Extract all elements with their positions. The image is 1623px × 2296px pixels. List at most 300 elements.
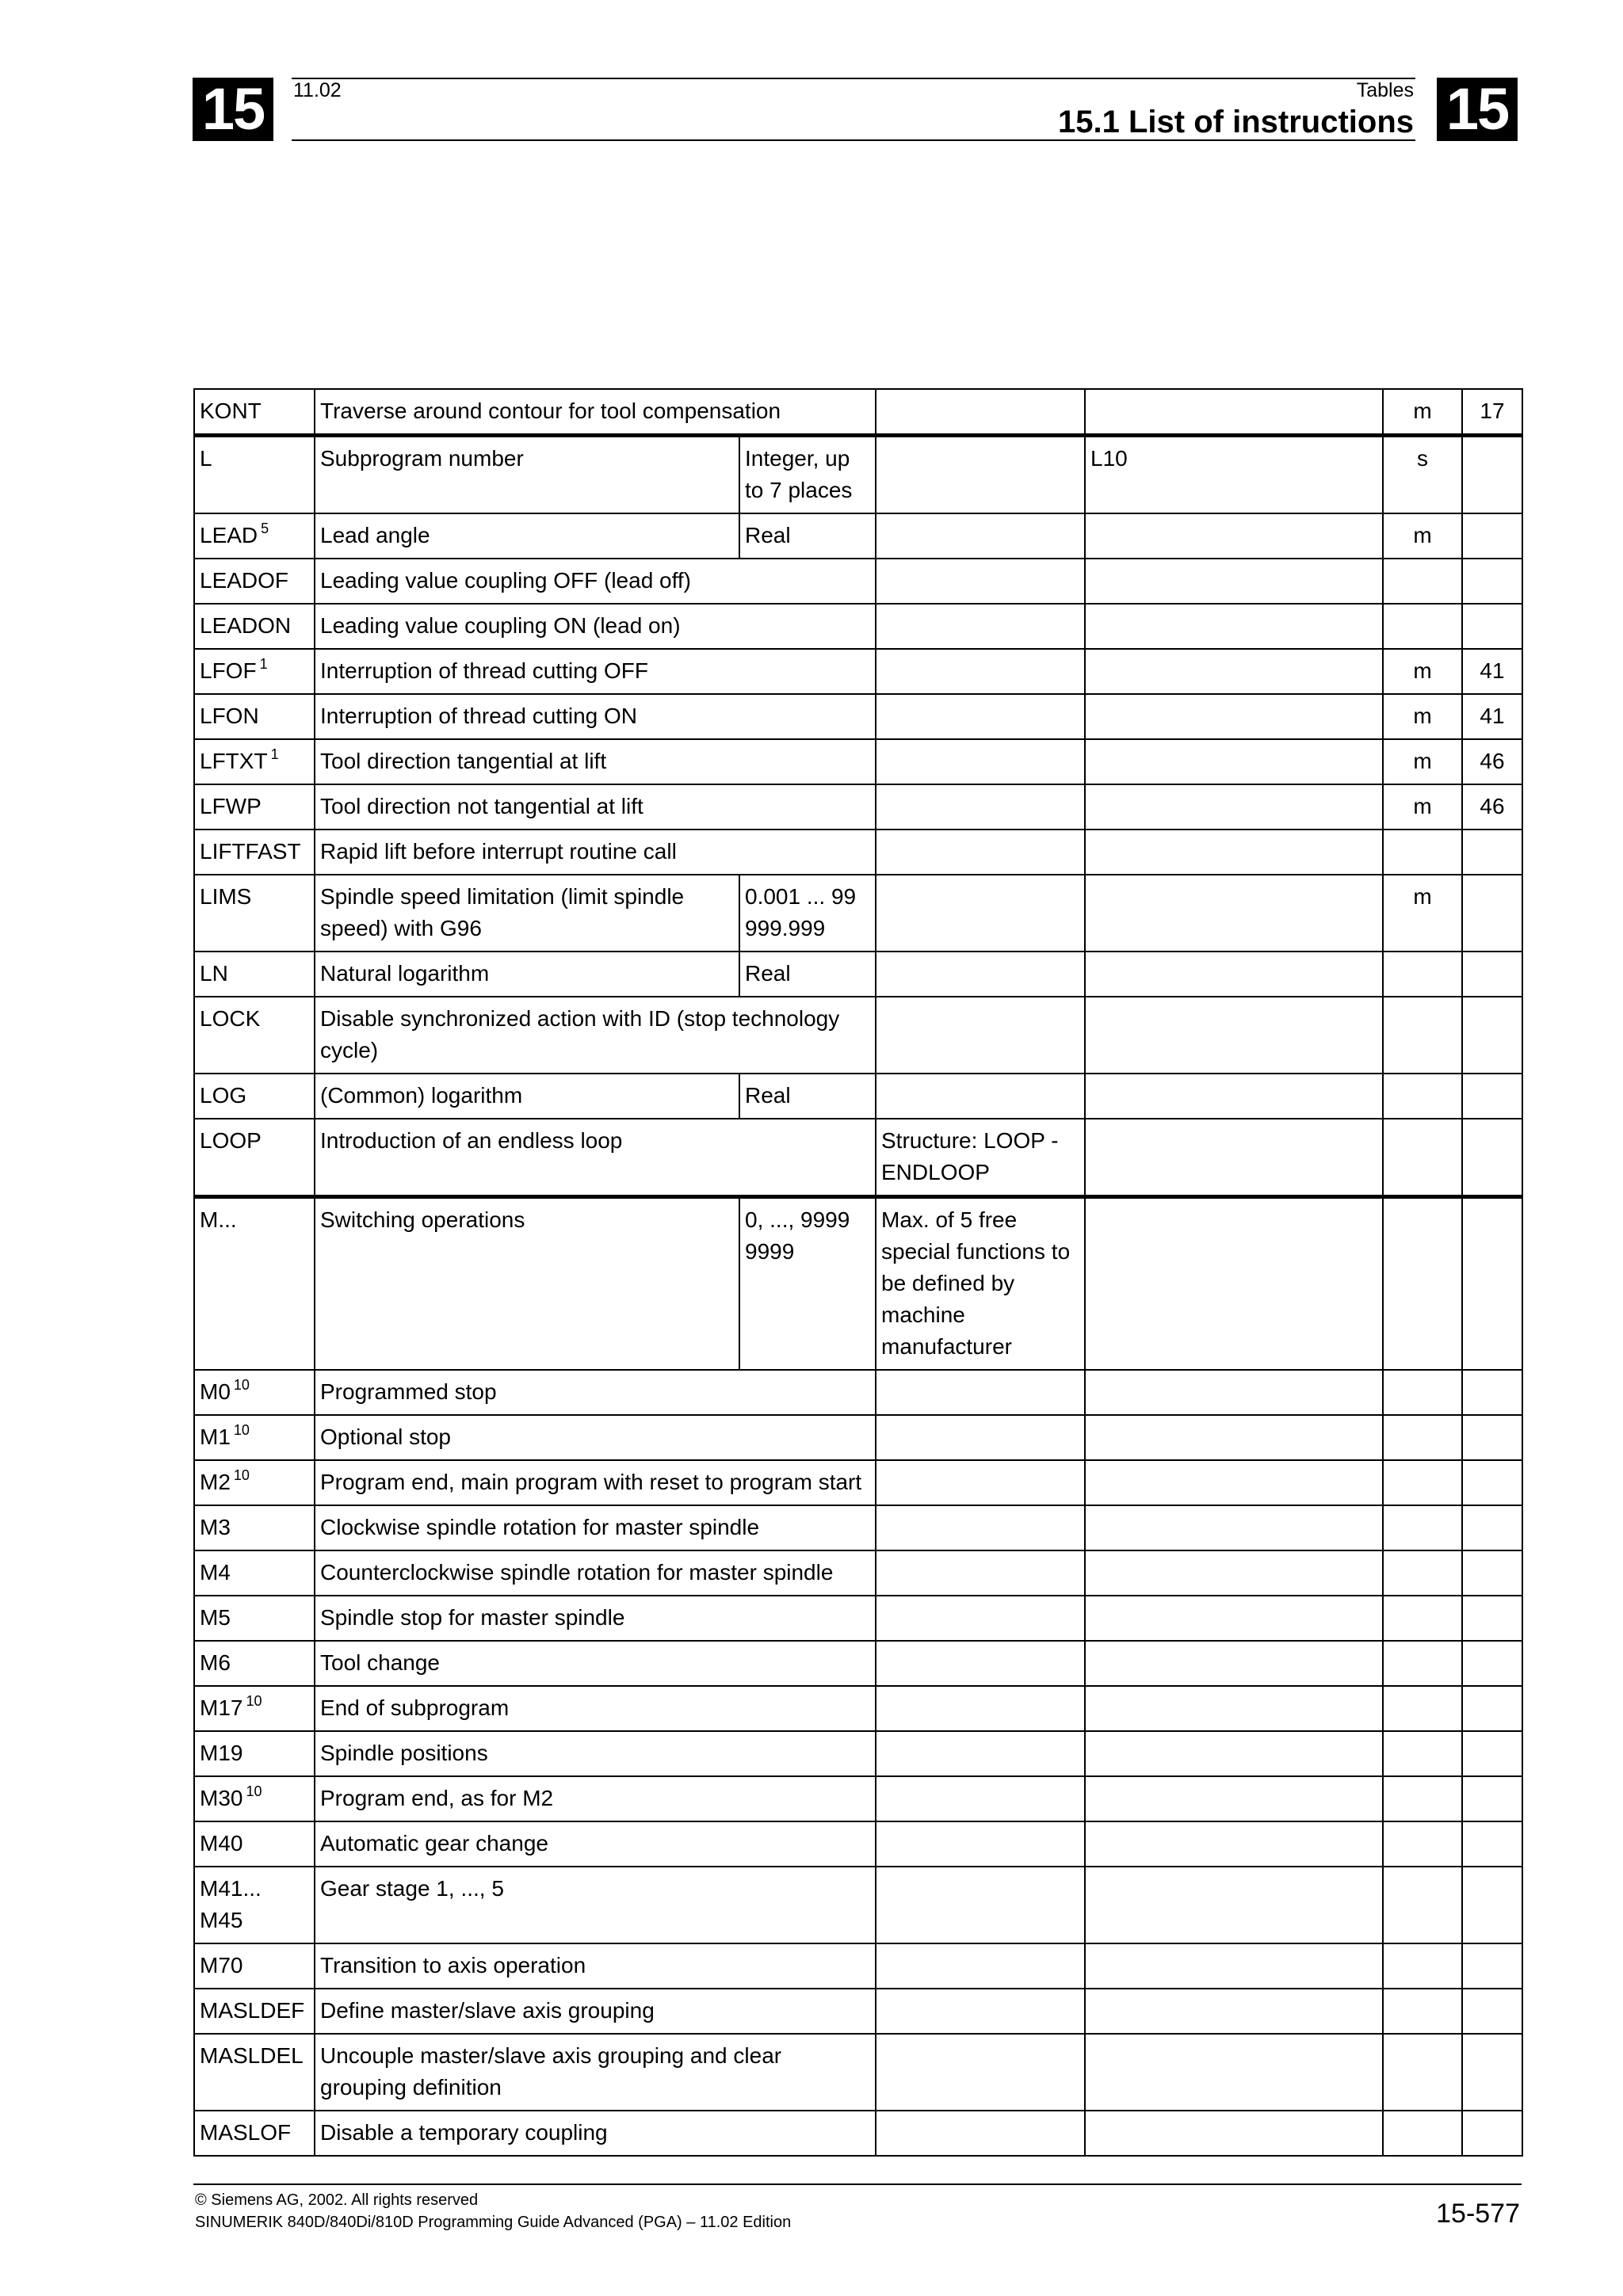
modality-cell xyxy=(1383,649,1462,694)
table-row xyxy=(194,875,1522,952)
remark-cell xyxy=(876,1197,1085,1371)
value-range-cell-text: 0, ..., 9999 9999 xyxy=(745,1207,850,1264)
modality-cell xyxy=(1383,830,1462,875)
instruction-name-cell-text: LOCK xyxy=(200,1006,261,1031)
modality-cell xyxy=(1383,1821,1462,1867)
remark-cell xyxy=(876,784,1085,830)
table-row xyxy=(194,389,1522,436)
description-cell xyxy=(315,2111,876,2156)
description-cell-text: Uncouple master/slave axis grouping and clear grouping definition xyxy=(320,2043,782,2100)
footnote-marker: 1 xyxy=(270,746,279,762)
description-cell-text: Tool change xyxy=(320,1650,441,1675)
modality-cell xyxy=(1383,784,1462,830)
remark-cell xyxy=(876,1119,1085,1197)
instruction-name-cell xyxy=(194,1821,315,1867)
description-cell-text: Programmed stop xyxy=(320,1379,497,1404)
value-range-cell xyxy=(739,1074,876,1119)
instruction-name-cell-text: LOG xyxy=(200,1083,247,1108)
table-row xyxy=(194,436,1522,514)
modality-cell xyxy=(1383,1550,1462,1596)
example-cell xyxy=(1085,1505,1383,1550)
instruction-name-cell xyxy=(194,604,315,649)
instruction-name-cell xyxy=(194,1370,315,1415)
example-cell xyxy=(1085,875,1383,952)
modality-cell xyxy=(1383,997,1462,1074)
instruction-name-cell xyxy=(194,1989,315,2034)
value-range-cell xyxy=(739,513,876,559)
group-cell xyxy=(1462,1505,1522,1550)
example-cell xyxy=(1085,1074,1383,1119)
instruction-name-cell xyxy=(194,694,315,739)
instruction-name-cell-text: M70 xyxy=(200,1953,243,1978)
remark-cell xyxy=(876,1460,1085,1505)
example-cell xyxy=(1085,1731,1383,1776)
group-cell xyxy=(1462,513,1522,559)
instruction-name-cell xyxy=(194,1074,315,1119)
remark-cell xyxy=(876,513,1085,559)
remark-cell-text: Max. of 5 free special functions to be defined by machine manufacturer xyxy=(881,1207,1071,1359)
table-row xyxy=(194,1867,1522,1943)
remark-cell xyxy=(876,952,1085,997)
modality-cell xyxy=(1383,1370,1462,1415)
example-cell xyxy=(1085,559,1383,604)
value-range-cell xyxy=(739,952,876,997)
remark-cell xyxy=(876,1505,1085,1550)
instruction-name-cell-text: LFTXT xyxy=(200,749,268,773)
table-row xyxy=(194,830,1522,875)
remark-cell xyxy=(876,2111,1085,2156)
description-cell xyxy=(315,1550,876,1596)
remark-cell xyxy=(876,1596,1085,1641)
page-number: 15-577 xyxy=(1436,2199,1520,2229)
description-cell xyxy=(315,1989,876,2034)
remark-cell xyxy=(876,1867,1085,1943)
description-cell-text: Disable a temporary coupling xyxy=(320,2120,608,2145)
example-cell xyxy=(1085,694,1383,739)
example-cell xyxy=(1085,1776,1383,1821)
description-cell xyxy=(315,559,876,604)
instruction-name-cell-text: LEADON xyxy=(200,613,292,638)
instruction-name-cell xyxy=(194,1641,315,1686)
chapter-number-badge-right: 15 xyxy=(1437,78,1518,141)
example-cell xyxy=(1085,2034,1383,2111)
instruction-name-cell-text: MASLDEF xyxy=(200,1998,305,2023)
modality-cell xyxy=(1383,1074,1462,1119)
description-cell-text: Program end, main program with reset to program start xyxy=(320,1470,862,1494)
modality-cell-text: m xyxy=(1413,704,1432,728)
description-cell xyxy=(315,649,876,694)
table-row xyxy=(194,649,1522,694)
description-cell xyxy=(315,739,876,784)
instruction-name-cell-text: KONT xyxy=(200,399,262,423)
modality-cell-text: m xyxy=(1413,884,1432,909)
group-cell xyxy=(1462,436,1522,514)
group-cell xyxy=(1462,1686,1522,1731)
modality-cell xyxy=(1383,1943,1462,1989)
description-cell-text: Spindle stop for master spindle xyxy=(320,1605,625,1630)
header-chapter-title: Tables xyxy=(1356,79,1414,101)
modality-cell xyxy=(1383,2034,1462,2111)
group-cell xyxy=(1462,1776,1522,1821)
instruction-name-cell-text: L xyxy=(200,446,212,471)
table-row xyxy=(194,1074,1522,1119)
instruction-name-cell-text: LEADOF xyxy=(200,568,289,593)
instruction-name-cell xyxy=(194,1197,315,1371)
instruction-name-cell xyxy=(194,1867,315,1943)
footnote-marker: 10 xyxy=(233,1377,250,1393)
value-range-cell xyxy=(739,436,876,514)
description-cell-text: Introduction of an endless loop xyxy=(320,1128,623,1153)
remark-cell xyxy=(876,1550,1085,1596)
modality-cell xyxy=(1383,1505,1462,1550)
instruction-name-cell-text: LFOF xyxy=(200,658,257,683)
instruction-name-cell xyxy=(194,1415,315,1460)
value-range-cell-text: 0.001 ... 99 999.999 xyxy=(745,884,857,940)
example-cell xyxy=(1085,1550,1383,1596)
description-cell-text: Transition to axis operation xyxy=(320,1953,586,1978)
description-cell xyxy=(315,513,739,559)
description-cell-text: Spindle positions xyxy=(320,1741,488,1765)
table-row xyxy=(194,1943,1522,1989)
description-cell xyxy=(315,952,739,997)
instruction-name-cell-text: MASLDEL xyxy=(200,2043,304,2068)
modality-cell xyxy=(1383,1731,1462,1776)
description-cell xyxy=(315,1641,876,1686)
remark-cell xyxy=(876,997,1085,1074)
table-row xyxy=(194,2034,1522,2111)
instruction-name-cell xyxy=(194,436,315,514)
table-row xyxy=(194,1731,1522,1776)
modality-cell-text: m xyxy=(1413,749,1432,773)
instruction-name-cell xyxy=(194,997,315,1074)
header-section-title: 15.1 List of instructions xyxy=(1058,105,1414,139)
instruction-name-cell-text: LIFTFAST xyxy=(200,839,301,864)
remark-cell xyxy=(876,649,1085,694)
description-cell-text: Leading value coupling OFF (lead off) xyxy=(320,568,691,593)
group-cell xyxy=(1462,1867,1522,1943)
example-cell xyxy=(1085,952,1383,997)
group-cell xyxy=(1462,952,1522,997)
modality-cell xyxy=(1383,1776,1462,1821)
footnote-marker: 10 xyxy=(246,1783,262,1799)
instruction-name-cell xyxy=(194,389,315,436)
example-cell xyxy=(1085,1370,1383,1415)
modality-cell xyxy=(1383,513,1462,559)
instruction-name-cell-text: M0 xyxy=(200,1379,231,1404)
group-cell xyxy=(1462,1989,1522,2034)
description-cell-text: Lead angle xyxy=(320,523,430,547)
footnote-marker: 10 xyxy=(246,1693,262,1709)
table-row xyxy=(194,739,1522,784)
instruction-name-cell-text: M17 xyxy=(200,1695,243,1720)
group-cell xyxy=(1462,389,1522,436)
instruction-name-cell xyxy=(194,1119,315,1197)
instruction-name-cell xyxy=(194,1596,315,1641)
description-cell xyxy=(315,1731,876,1776)
modality-cell xyxy=(1383,1415,1462,1460)
instruction-name-cell-text: LOOP xyxy=(200,1128,262,1153)
example-cell xyxy=(1085,1943,1383,1989)
group-cell xyxy=(1462,830,1522,875)
remark-cell xyxy=(876,1641,1085,1686)
instruction-name-cell-text: LIMS xyxy=(200,884,252,909)
description-cell xyxy=(315,784,876,830)
instruction-name-cell xyxy=(194,2111,315,2156)
example-cell xyxy=(1085,739,1383,784)
group-cell-text: 41 xyxy=(1480,658,1505,683)
example-cell-text: L10 xyxy=(1090,446,1128,471)
modality-cell xyxy=(1383,952,1462,997)
modality-cell xyxy=(1383,694,1462,739)
remark-cell xyxy=(876,2034,1085,2111)
example-cell xyxy=(1085,1596,1383,1641)
group-cell-text: 46 xyxy=(1480,794,1505,818)
table-row xyxy=(194,694,1522,739)
chapter-number-badge-left: 15 xyxy=(193,78,273,141)
group-cell xyxy=(1462,1821,1522,1867)
description-cell-text: Tool direction tangential at lift xyxy=(320,749,607,773)
instruction-name-cell xyxy=(194,1460,315,1505)
description-cell xyxy=(315,389,876,436)
modality-cell-text: m xyxy=(1413,794,1432,818)
instruction-name-cell xyxy=(194,513,315,559)
example-cell xyxy=(1085,1460,1383,1505)
example-cell xyxy=(1085,830,1383,875)
instruction-name-cell-text: LN xyxy=(200,961,228,986)
modality-cell xyxy=(1383,436,1462,514)
example-cell xyxy=(1085,1686,1383,1731)
group-cell xyxy=(1462,1460,1522,1505)
group-cell xyxy=(1462,1550,1522,1596)
instruction-name-cell xyxy=(194,1550,315,1596)
example-cell xyxy=(1085,649,1383,694)
remark-cell xyxy=(876,830,1085,875)
description-cell xyxy=(315,604,876,649)
example-cell xyxy=(1085,1641,1383,1686)
instruction-name-cell-text: M1 xyxy=(200,1425,231,1449)
description-cell xyxy=(315,2034,876,2111)
remark-cell xyxy=(876,604,1085,649)
description-cell xyxy=(315,436,739,514)
modality-cell xyxy=(1383,559,1462,604)
instruction-name-cell xyxy=(194,1731,315,1776)
modality-cell-text: s xyxy=(1417,446,1428,471)
group-cell-text: 17 xyxy=(1480,399,1505,423)
remark-cell xyxy=(876,1074,1085,1119)
footnote-marker: 5 xyxy=(261,521,269,536)
table-row xyxy=(194,784,1522,830)
instruction-name-cell xyxy=(194,1776,315,1821)
remark-cell xyxy=(876,1415,1085,1460)
description-cell xyxy=(315,1867,876,1943)
example-cell xyxy=(1085,1867,1383,1943)
description-cell-text: Traverse around contour for tool compensation xyxy=(320,399,781,423)
table-row xyxy=(194,1821,1522,1867)
group-cell xyxy=(1462,694,1522,739)
remark-cell xyxy=(876,559,1085,604)
instruction-name-cell xyxy=(194,1686,315,1731)
instruction-name-cell xyxy=(194,875,315,952)
remark-cell xyxy=(876,875,1085,952)
example-cell xyxy=(1085,784,1383,830)
description-cell xyxy=(315,1821,876,1867)
value-range-cell xyxy=(739,875,876,952)
modality-cell xyxy=(1383,1989,1462,2034)
description-cell xyxy=(315,1686,876,1731)
remark-cell xyxy=(876,1776,1085,1821)
header-rule-top xyxy=(292,78,1415,79)
footnote-marker: 10 xyxy=(233,1422,250,1438)
table-row xyxy=(194,513,1522,559)
table-row xyxy=(194,1596,1522,1641)
group-cell xyxy=(1462,1641,1522,1686)
example-cell xyxy=(1085,1821,1383,1867)
instruction-name-cell xyxy=(194,784,315,830)
remark-cell xyxy=(876,1731,1085,1776)
table-row xyxy=(194,1641,1522,1686)
instruction-name-cell xyxy=(194,1943,315,1989)
example-cell xyxy=(1085,2111,1383,2156)
group-cell-text: 41 xyxy=(1480,704,1505,728)
footnote-marker: 1 xyxy=(259,656,268,672)
table-row xyxy=(194,952,1522,997)
description-cell-text: Counterclockwise spindle rotation for master spindle xyxy=(320,1560,834,1585)
description-cell xyxy=(315,1943,876,1989)
group-cell xyxy=(1462,875,1522,952)
table-row xyxy=(194,1989,1522,2034)
example-cell xyxy=(1085,1197,1383,1371)
example-cell xyxy=(1085,604,1383,649)
table-row xyxy=(194,1460,1522,1505)
table-row xyxy=(194,1119,1522,1197)
description-cell xyxy=(315,1776,876,1821)
description-cell xyxy=(315,1119,876,1197)
remark-cell xyxy=(876,1370,1085,1415)
instruction-name-cell-text: M2 xyxy=(200,1470,231,1494)
example-cell xyxy=(1085,513,1383,559)
description-cell-text: (Common) logarithm xyxy=(320,1083,523,1108)
modality-cell xyxy=(1383,389,1462,436)
group-cell xyxy=(1462,1197,1522,1371)
example-cell xyxy=(1085,1415,1383,1460)
remark-cell xyxy=(876,436,1085,514)
description-cell-text: Automatic gear change xyxy=(320,1831,548,1855)
modality-cell xyxy=(1383,1596,1462,1641)
group-cell xyxy=(1462,997,1522,1074)
instruction-name-cell-text: M... xyxy=(200,1207,237,1232)
description-cell xyxy=(315,875,739,952)
group-cell xyxy=(1462,1074,1522,1119)
description-cell xyxy=(315,1505,876,1550)
description-cell-text: Spindle speed limitation (limit spindle speed) with G96 xyxy=(320,884,685,940)
group-cell xyxy=(1462,739,1522,784)
description-cell xyxy=(315,1596,876,1641)
modality-cell xyxy=(1383,1641,1462,1686)
remark-cell xyxy=(876,389,1085,436)
group-cell xyxy=(1462,1596,1522,1641)
description-cell xyxy=(315,1370,876,1415)
instruction-name-cell-text: MASLOF xyxy=(200,2120,292,2145)
example-cell xyxy=(1085,389,1383,436)
table-row xyxy=(194,1370,1522,1415)
instruction-name-cell-text: M41... M45 xyxy=(200,1876,262,1932)
instruction-name-cell-text: M19 xyxy=(200,1741,243,1765)
remark-cell xyxy=(876,1943,1085,1989)
footer-document-title: SINUMERIK 840D/840Di/810D Programming Guide Advanced (PGA) – 11.02 Edition xyxy=(195,2214,792,2231)
table-row xyxy=(194,559,1522,604)
modality-cell-text: m xyxy=(1413,399,1432,423)
instruction-table xyxy=(193,388,1523,2157)
instruction-name-cell xyxy=(194,649,315,694)
modality-cell xyxy=(1383,1460,1462,1505)
description-cell-text: Rapid lift before interrupt routine call xyxy=(320,839,677,864)
footer-copyright: © Siemens AG, 2002. All rights reserved xyxy=(195,2191,479,2209)
table-row xyxy=(194,2111,1522,2156)
group-cell xyxy=(1462,2111,1522,2156)
group-cell xyxy=(1462,1415,1522,1460)
instruction-name-cell-text: LFON xyxy=(200,704,259,728)
modality-cell xyxy=(1383,2111,1462,2156)
modality-cell-text: m xyxy=(1413,523,1432,547)
modality-cell xyxy=(1383,1867,1462,1943)
instruction-name-cell xyxy=(194,952,315,997)
modality-cell xyxy=(1383,739,1462,784)
footer-rule xyxy=(193,2183,1522,2185)
table-row xyxy=(194,1686,1522,1731)
description-cell xyxy=(315,997,876,1074)
group-cell xyxy=(1462,649,1522,694)
table-row xyxy=(194,1776,1522,1821)
description-cell-text: End of subprogram xyxy=(320,1695,510,1720)
remark-cell xyxy=(876,739,1085,784)
group-cell xyxy=(1462,1119,1522,1197)
table-row xyxy=(194,604,1522,649)
instruction-name-cell-text: M5 xyxy=(200,1605,231,1630)
instruction-name-cell-text: M4 xyxy=(200,1560,231,1585)
value-range-cell-text: Real xyxy=(745,1083,791,1108)
table-row xyxy=(194,1505,1522,1550)
value-range-cell-text: Real xyxy=(745,961,791,986)
value-range-cell-text: Real xyxy=(745,523,791,547)
instruction-name-cell-text: LEAD xyxy=(200,523,258,547)
description-cell-text: Interruption of thread cutting OFF xyxy=(320,658,648,683)
description-cell-text: Define master/slave axis grouping xyxy=(320,1998,655,2023)
description-cell xyxy=(315,830,876,875)
example-cell xyxy=(1085,436,1383,514)
example-cell xyxy=(1085,1119,1383,1197)
instruction-name-cell-text: M40 xyxy=(200,1831,243,1855)
description-cell-text: Leading value coupling ON (lead on) xyxy=(320,613,681,638)
description-cell-text: Program end, as for M2 xyxy=(320,1786,554,1810)
instruction-name-cell-text: LFWP xyxy=(200,794,262,818)
description-cell-text: Subprogram number xyxy=(320,446,524,471)
instruction-name-cell xyxy=(194,830,315,875)
modality-cell xyxy=(1383,1197,1462,1371)
description-cell xyxy=(315,694,876,739)
description-cell-text: Disable synchronized action with ID (stop technology cycle) xyxy=(320,1006,840,1062)
description-cell-text: Optional stop xyxy=(320,1425,451,1449)
modality-cell xyxy=(1383,875,1462,952)
modality-cell xyxy=(1383,604,1462,649)
description-cell-text: Gear stage 1, ..., 5 xyxy=(320,1876,504,1901)
description-cell xyxy=(315,1415,876,1460)
group-cell xyxy=(1462,2034,1522,2111)
description-cell xyxy=(315,1074,739,1119)
table-row xyxy=(194,997,1522,1074)
instruction-name-cell-text: M3 xyxy=(200,1515,231,1539)
remark-cell xyxy=(876,1821,1085,1867)
table-row xyxy=(194,1550,1522,1596)
